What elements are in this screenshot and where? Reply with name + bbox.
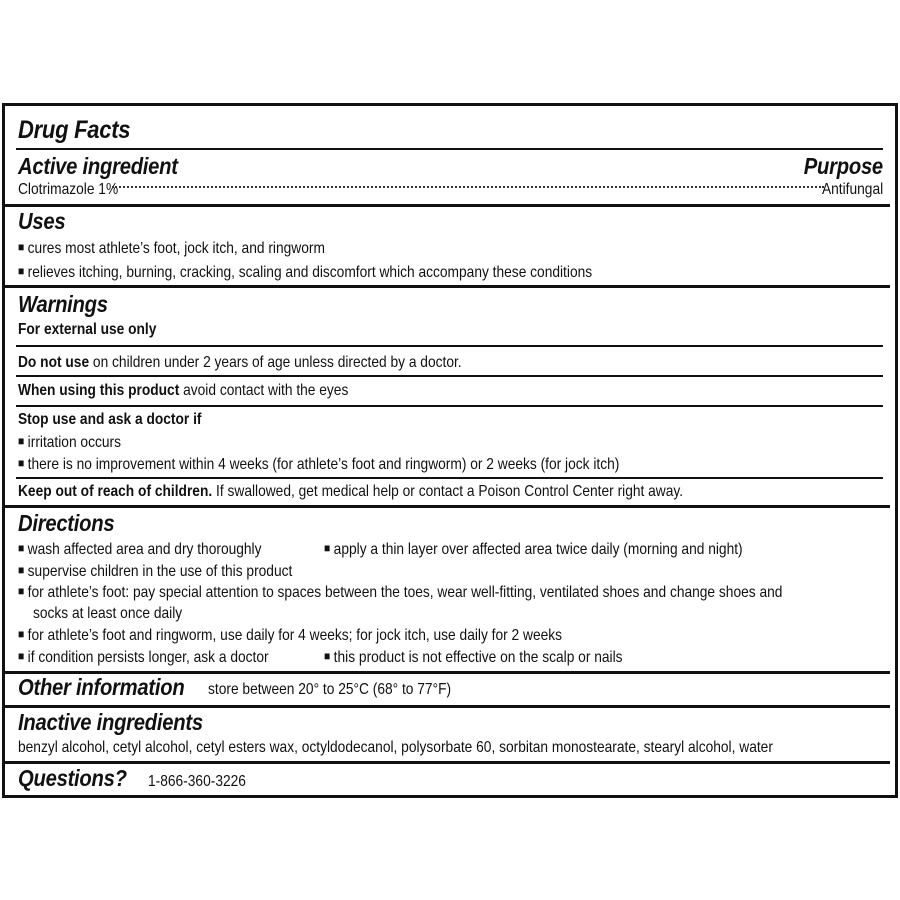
active-ingredient: Clotrimazole 1% <box>18 181 119 198</box>
section-divider <box>4 705 890 708</box>
uses-item: ■ relieves itching, burning, cracking, scaling and discomfort which accompany these conditions <box>18 264 593 281</box>
bullet-icon: ■ <box>18 264 25 278</box>
inactive-ingredients-list: benzyl alcohol, cetyl alcohol, cetyl esters wax, octyldodecanol, polysorbate 60, sorbitan monostearate, stearyl alcohol, water <box>18 739 773 756</box>
stop-use-item: ■ there is no improvement within 4 weeks (for athlete’s foot and ringworm) or 2 weeks (for jock itch) <box>18 456 620 473</box>
directions-item-continued: socks at least once daily <box>33 605 183 622</box>
bullet-icon: ■ <box>18 563 25 577</box>
bullet-icon: ■ <box>18 584 25 598</box>
active-ingredient-header: Active ingredient <box>18 153 178 179</box>
section-divider <box>4 285 890 288</box>
external-use-only: For external use only <box>18 321 157 338</box>
bullet-icon: ■ <box>18 627 25 641</box>
bullet-icon: ■ <box>18 456 25 470</box>
uses-header: Uses <box>18 208 66 234</box>
warnings-rule <box>16 375 883 377</box>
inactive-ingredients-header: Inactive ingredients <box>18 709 203 735</box>
purpose-value: Antifungal <box>821 181 883 198</box>
directions-item: ■ for athlete’s foot and ringworm, use daily for 4 weeks; for jock itch, use daily for 2 weeks <box>18 627 563 644</box>
keep-out-of-reach: Keep out of reach of children. If swallowed, get medical help or contact a Poison Control Center right away. <box>18 483 684 500</box>
directions-item: ■ this product is not effective on the scalp or nails <box>324 649 623 666</box>
do-not-use: Do not use on children under 2 years of age unless directed by a doctor. <box>18 354 462 371</box>
directions-item: ■ wash affected area and dry thoroughly <box>18 541 262 558</box>
phone-number: 1-866-360-3226 <box>148 773 246 790</box>
questions-header: Questions? <box>18 765 127 791</box>
uses-item: ■ cures most athlete’s foot, jock itch, and ringworm <box>18 240 325 257</box>
title-rule <box>16 148 883 150</box>
directions-item: ■ apply a thin layer over affected area twice daily (morning and night) <box>324 541 743 558</box>
warnings-rule <box>16 405 883 407</box>
section-divider <box>4 761 890 764</box>
warnings-rule <box>16 345 883 347</box>
bullet-icon: ■ <box>18 240 25 254</box>
bullet-icon: ■ <box>324 649 331 663</box>
directions-item: ■ for athlete’s foot: pay special attention to spaces between the toes, wear well-fitting, ventilated shoes and change shoes and <box>18 584 783 601</box>
leader-dots <box>112 186 824 188</box>
purpose-header: Purpose <box>803 153 883 179</box>
bullet-icon: ■ <box>18 649 25 663</box>
stop-use-item: ■ irritation occurs <box>18 434 121 451</box>
warnings-header: Warnings <box>18 291 108 317</box>
drug-facts-title: Drug Facts <box>18 116 131 144</box>
section-divider <box>4 505 890 508</box>
stop-use-header: Stop use and ask a doctor if <box>18 411 202 428</box>
bullet-icon: ■ <box>18 434 25 448</box>
when-using: When using this product avoid contact with the eyes <box>18 382 349 399</box>
directions-item: ■ supervise children in the use of this product <box>18 563 293 580</box>
storage-info: store between 20° to 25°C (68° to 77°F) <box>208 681 452 698</box>
other-information-header: Other information <box>18 674 185 700</box>
directions-header: Directions <box>18 510 115 536</box>
section-divider <box>4 204 890 207</box>
bullet-icon: ■ <box>324 541 331 555</box>
bullet-icon: ■ <box>18 541 25 555</box>
warnings-rule <box>16 477 883 479</box>
directions-item: ■ if condition persists longer, ask a doctor <box>18 649 269 666</box>
